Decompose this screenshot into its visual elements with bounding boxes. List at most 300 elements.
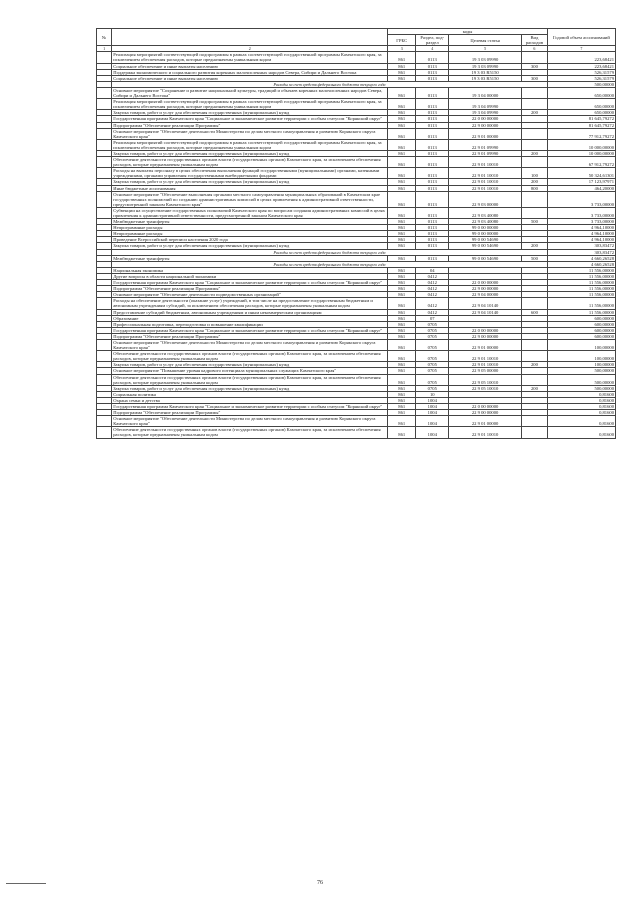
row-grbs: 861 <box>388 327 416 333</box>
row-csr: 19 3 03 09990 <box>449 52 522 63</box>
row-name: Основное мероприятие "Повышение уровня кадрового потенциала муниципальных служащих Камчатского края" <box>112 368 388 374</box>
table-row <box>97 191 616 207</box>
row-sum: 500,00000 <box>547 368 615 374</box>
table-row <box>97 351 616 362</box>
row-razdel: 04 <box>416 267 449 273</box>
row-name: Подпрограмма "Обеспечение реализации Программы" <box>112 410 388 416</box>
row-name: Основное мероприятие "Обеспечение деятельности Министерства по делам местного самоуправления и развитию Корякского округа Камчатского края" <box>112 416 388 427</box>
row-sum: 100,00000 <box>547 351 615 362</box>
row-vid <box>521 128 547 139</box>
row-sum: 3 733,00000 <box>547 207 615 218</box>
row-grbs: 861 <box>388 69 416 75</box>
row-csr: 22 9 00 00000 <box>449 122 522 128</box>
row-razdel: 1004 <box>416 404 449 410</box>
row-razdel: 0113 <box>416 99 449 110</box>
row-razdel: 0705 <box>416 385 449 391</box>
row-grbs: 861 <box>388 116 416 122</box>
row-csr: 22 9 01 00000 <box>449 339 522 350</box>
row-grbs: 861 <box>388 87 416 98</box>
row-grbs: 861 <box>388 309 416 315</box>
row-csr: 22 0 00 00000 <box>449 116 522 122</box>
row-csr: 22 9 01 10010 <box>449 362 522 368</box>
row-csr: 22 9 03 40080 <box>449 207 522 218</box>
row-csr: 22 9 01 10010 <box>449 427 522 438</box>
header-name <box>112 29 388 46</box>
row-csr: 99 0 00 00000 <box>449 231 522 237</box>
row-csr: 22 9 05 10010 <box>449 374 522 385</box>
header-grbs: ГРБС <box>388 35 416 46</box>
row-number <box>97 427 112 438</box>
table-row <box>97 139 616 150</box>
row-vid <box>521 191 547 207</box>
row-razdel: 0412 <box>416 292 449 298</box>
row-vid: 200 <box>521 362 547 368</box>
row-sum: 11 556,00000 <box>547 273 615 279</box>
row-razdel: 1004 <box>416 427 449 438</box>
row-grbs: 861 <box>388 333 416 339</box>
row-name: Межбюджетные трансферты <box>112 255 388 261</box>
row-csr: 22 9 01 10010 <box>449 157 522 168</box>
table-row <box>97 99 616 110</box>
row-razdel: 0113 <box>416 150 449 156</box>
row-razdel: 07 <box>416 315 449 321</box>
row-name: Непрограммные расходы <box>112 231 388 237</box>
row-vid: 500 <box>521 219 547 225</box>
row-name: Охрана семьи и детства <box>112 397 388 403</box>
row-grbs: 861 <box>388 231 416 237</box>
row-number <box>97 351 112 362</box>
table-row <box>97 427 616 438</box>
row-razdel: 0412 <box>416 280 449 286</box>
row-name: Расходы на обеспечение деятельности (оказание услуг) учреждений, в том числе на предоставление государственным бюджетным и автономным учреждениям субсидий, за исключением обеспечения расходов, которые предназначены уникальным кодом <box>112 298 388 309</box>
row-csr: 99 0 00 00000 <box>449 225 522 231</box>
row-sum: 600,00000 <box>547 321 615 327</box>
row-csr: 22 9 00 00000 <box>449 410 522 416</box>
row-razdel: 0113 <box>416 139 449 150</box>
row-csr: 22 9 00 00000 <box>449 333 522 339</box>
row-csr: 22 9 01 10010 <box>449 185 522 191</box>
row-csr: 22 0 00 00000 <box>449 404 522 410</box>
row-sum: 50 324,61301 <box>547 168 615 179</box>
row-csr: 22 9 01 10010 <box>449 168 522 179</box>
row-razdel: 0113 <box>416 116 449 122</box>
row-csr: 22 9 01 09990 <box>449 139 522 150</box>
row-razdel: 1004 <box>416 410 449 416</box>
row-razdel: 0705 <box>416 368 449 374</box>
table-row <box>97 157 616 168</box>
row-sum: 81 645,79272 <box>547 122 615 128</box>
row-name: Поддержка экономического и социального развития коренных малочисленных народов Севера, Сибири и Дальнего Востока <box>112 69 388 75</box>
row-razdel: 0113 <box>416 191 449 207</box>
row-name: Расходы на выплаты персоналу в целях обеспечения выполнения функций государственными (муниципальными) органами, казенными учреждениями, органами управления государственными внебюджетными фондами <box>112 168 388 179</box>
row-csr: 19 3 04 09990 <box>449 110 522 116</box>
row-name: Профессиональная подготовка, переподготовка и повышение квалификации <box>112 321 388 327</box>
row-sum: 600,00000 <box>547 333 615 339</box>
row-number <box>97 207 112 218</box>
page-number: 76 <box>317 880 323 886</box>
row-razdel: 0705 <box>416 339 449 350</box>
row-razdel: 0705 <box>416 374 449 385</box>
row-csr: 22 9 01 10010 <box>449 351 522 362</box>
row-sum: 11 556,00000 <box>547 280 615 286</box>
row-name: Основное мероприятие "Обеспечение деятельности Министерства по делам местного самоуправления и развитию Корякского округа Камчатского края" <box>112 128 388 139</box>
row-grbs: 861 <box>388 243 416 249</box>
row-sum: 526,31579 <box>547 75 615 81</box>
row-sum: 77 912,79272 <box>547 128 615 139</box>
row-name: Другие вопросы в области национальной экономики <box>112 273 388 279</box>
row-vid <box>521 139 547 150</box>
row-vid: 800 <box>521 185 547 191</box>
row-grbs: 861 <box>388 122 416 128</box>
row-csr: 22 0 00 00000 <box>449 327 522 333</box>
row-grbs: 861 <box>388 267 416 273</box>
row-grbs: 861 <box>388 179 416 185</box>
header-codes: коды <box>388 29 548 35</box>
row-razdel: 0412 <box>416 298 449 309</box>
row-vid <box>521 157 547 168</box>
row-razdel: 0113 <box>416 122 449 128</box>
row-razdel: 0705 <box>416 321 449 327</box>
row-vid: 500 <box>521 255 547 261</box>
row-sum: 11 556,00000 <box>547 267 615 273</box>
row-razdel: 0113 <box>416 69 449 75</box>
row-number <box>97 298 112 309</box>
row-sum: 100,00000 <box>547 339 615 350</box>
row-name: Социальная политика <box>112 391 388 397</box>
row-razdel: 0705 <box>416 351 449 362</box>
row-grbs: 861 <box>388 237 416 243</box>
header-vid: Вид расходов <box>521 35 547 46</box>
row-sum: 11 556,00000 <box>547 298 615 309</box>
row-name: Социальное обеспечение и иные выплаты населению <box>112 63 388 69</box>
header-index: 4 <box>416 46 449 52</box>
row-csr: 19 3 03 09990 <box>449 63 522 69</box>
row-grbs: 861 <box>388 99 416 110</box>
header-num: № <box>97 29 112 46</box>
row-grbs: 861 <box>388 110 416 116</box>
table-body <box>97 52 616 438</box>
row-razdel: 0113 <box>416 75 449 81</box>
row-grbs: 861 <box>388 351 416 362</box>
row-csr: 99 0 00 54690 <box>449 255 522 261</box>
row-vid: 200 <box>521 385 547 391</box>
row-razdel: 0412 <box>416 286 449 292</box>
row-vid: 200 <box>521 243 547 249</box>
row-csr: 22 9 01 00000 <box>449 128 522 139</box>
table-row <box>97 416 616 427</box>
row-csr: 19 3 03 R5150 <box>449 75 522 81</box>
row-name: Закупка товаров, работ и услуг для обеспечения государственных (муниципальных) нужд <box>112 362 388 368</box>
row-csr: 99 0 00 54690 <box>449 237 522 243</box>
row-grbs: 861 <box>388 368 416 374</box>
row-sum: 4 964,10000 <box>547 225 615 231</box>
row-sum: 4 660,26528 <box>547 261 615 267</box>
header-index: 3 <box>388 46 416 52</box>
row-name: Подпрограмма "Обеспечение реализации Программы" <box>112 333 388 339</box>
table-row <box>97 87 616 98</box>
row-vid: 300 <box>521 63 547 69</box>
row-razdel: 0113 <box>416 255 449 261</box>
row-sum: 650,00000 <box>547 87 615 98</box>
row-razdel: 0412 <box>416 309 449 315</box>
row-grbs: 861 <box>388 321 416 327</box>
row-razdel: 0113 <box>416 63 449 69</box>
row-csr: 22 9 05 00000 <box>449 368 522 374</box>
table-row <box>97 298 616 309</box>
row-sum: 464,20000 <box>547 185 615 191</box>
row-grbs: 861 <box>388 225 416 231</box>
row-sum: 67 912,79272 <box>547 157 615 168</box>
row-grbs: 861 <box>388 139 416 150</box>
row-csr: 19 3 04 00000 <box>449 87 522 98</box>
row-sum: 303,83472 <box>547 243 615 249</box>
row-name: Реализация мероприятий соответствующей подпрограммы в рамках соответствующей государственной программы Камчатского края, за исключением обеспечения расходов, которые предназначены уникальным кодом <box>112 52 388 63</box>
row-razdel: 0705 <box>416 333 449 339</box>
row-csr: 22 9 04 10140 <box>449 298 522 309</box>
row-name: Иные бюджетные ассигнования <box>112 185 388 191</box>
row-name: Основное мероприятие "Обеспечение деятельности подведомственных организаций" <box>112 292 388 298</box>
row-note: Расходы за счет средств федерального бюджета текущего года <box>112 81 548 87</box>
header-index: 5 <box>449 46 522 52</box>
row-number <box>97 139 112 150</box>
row-csr: 22 9 01 00000 <box>449 416 522 427</box>
table-row <box>97 339 616 350</box>
row-name: Непрограммные расходы <box>112 225 388 231</box>
row-vid <box>521 87 547 98</box>
row-razdel: 0113 <box>416 87 449 98</box>
row-grbs: 861 <box>388 427 416 438</box>
row-name: Закупка товаров, работ и услуг для обеспечения государственных (муниципальных) нужд <box>112 150 388 156</box>
row-name: Государственная программа Камчатского края "Социальное и экономическое развитие территории с особым статусом "Корякский округ" <box>112 327 388 333</box>
row-sum: 500,00000 <box>547 81 615 87</box>
row-sum: 11 556,00000 <box>547 309 615 315</box>
row-csr: 19 3 03 R5150 <box>449 69 522 75</box>
row-vid <box>521 207 547 218</box>
row-name: Государственная программа Камчатского края "Социальное и экономическое развитие территории с особым статусом "Корякский округ" <box>112 404 388 410</box>
row-name: Межбюджетные трансферты <box>112 219 388 225</box>
row-sum: 0,81600 <box>547 427 615 438</box>
row-name: Социальное обеспечение и иные выплаты населению <box>112 75 388 81</box>
row-number <box>97 128 112 139</box>
row-sum: 500,00000 <box>547 385 615 391</box>
row-grbs: 861 <box>388 63 416 69</box>
row-sum: 0,81600 <box>547 404 615 410</box>
row-csr: 22 9 04 10140 <box>449 309 522 315</box>
row-sum: 11 556,00000 <box>547 292 615 298</box>
row-grbs: 861 <box>388 292 416 298</box>
row-sum: 650,00000 <box>547 110 615 116</box>
row-csr: 22 9 01 09990 <box>449 150 522 156</box>
row-razdel: 0113 <box>416 157 449 168</box>
row-sum: 650,00000 <box>547 99 615 110</box>
row-csr: 22 9 00 00000 <box>449 286 522 292</box>
row-vid: 600 <box>521 309 547 315</box>
row-grbs: 861 <box>388 410 416 416</box>
row-name: Подпрограмма "Обеспечение реализации Программы" <box>112 286 388 292</box>
row-vid <box>521 374 547 385</box>
row-note: Расходы за счет средств федерального бюджета текущего года <box>112 249 548 255</box>
row-number <box>97 339 112 350</box>
row-grbs: 861 <box>388 374 416 385</box>
header-razdel: Раздел, под-раздел <box>416 35 449 46</box>
row-csr: 22 9 01 10010 <box>449 179 522 185</box>
row-grbs: 861 <box>388 416 416 427</box>
row-vid: 200 <box>521 179 547 185</box>
row-name: Реализация мероприятий соответствующей подпрограммы в рамках соответствующей государственной программы Камчатского края, за исключением обеспечения расходов, которые предназначены уникальным кодом <box>112 139 388 150</box>
row-sum: 303,83472 <box>547 249 615 255</box>
row-razdel: 0113 <box>416 168 449 179</box>
row-csr: 22 9 03 00000 <box>449 191 522 207</box>
row-name: Обеспечение деятельности государственных органов власти (государственных органов) Камчатского края, за исключением обеспечения расходов, которые предназначены уникальным кодом <box>112 374 388 385</box>
row-razdel: 1004 <box>416 397 449 403</box>
row-sum: 4 964,10000 <box>547 237 615 243</box>
row-sum: 0,81600 <box>547 397 615 403</box>
row-name: Реализация мероприятий соответствующей подпрограммы в рамках соответствующей государственной программы Камчатского края, за исключением обеспечения расходов, которые предназначены уникальным кодом <box>112 99 388 110</box>
table-row <box>97 128 616 139</box>
row-name: Государственная программа Камчатского края "Социальное и экономическое развитие территории с особым статусом "Корякский округ" <box>112 280 388 286</box>
table-row <box>97 52 616 63</box>
row-grbs: 861 <box>388 52 416 63</box>
row-sum: 100,00000 <box>547 362 615 368</box>
row-sum: 500,00000 <box>547 374 615 385</box>
row-name: Закупка товаров, работ и услуг для обеспечения государственных (муниципальных) нужд <box>112 110 388 116</box>
row-razdel: 0113 <box>416 243 449 249</box>
row-vid <box>521 351 547 362</box>
row-number <box>97 191 112 207</box>
row-name: Государственная программа Камчатского края "Социальное и экономическое развитие территории с особым статусом "Корякский округ" <box>112 116 388 122</box>
header-sum: Годовой объем ассигнований <box>547 29 615 46</box>
header-index: 1 <box>97 46 112 52</box>
row-grbs: 861 <box>388 219 416 225</box>
row-sum: 10 000,00000 <box>547 139 615 150</box>
row-grbs: 861 <box>388 207 416 218</box>
row-sum: 223,68421 <box>547 63 615 69</box>
budget-table <box>96 28 616 439</box>
header-csr: Целевая статья <box>449 35 522 46</box>
row-name: Проведение Всероссийской переписи населения 2020 года <box>112 237 388 243</box>
row-name: Закупка товаров, работ и услуг для обеспечения государственных (муниципальных) нужд <box>112 385 388 391</box>
row-number <box>97 157 112 168</box>
row-grbs: 861 <box>388 273 416 279</box>
row-sum: 223,68421 <box>547 52 615 63</box>
row-sum: 81 645,79272 <box>547 116 615 122</box>
row-grbs: 861 <box>388 185 416 191</box>
row-razdel: 0113 <box>416 110 449 116</box>
row-sum: 0,81600 <box>547 416 615 427</box>
row-sum: 17 123,97971 <box>547 179 615 185</box>
row-vid <box>521 427 547 438</box>
row-number <box>97 87 112 98</box>
row-grbs: 861 <box>388 404 416 410</box>
row-grbs: 861 <box>388 191 416 207</box>
row-number <box>97 99 112 110</box>
row-sum: 0,81600 <box>547 391 615 397</box>
row-csr: 19 3 04 09990 <box>449 99 522 110</box>
row-grbs: 861 <box>388 75 416 81</box>
table-row <box>97 374 616 385</box>
row-name: Подпрограмма "Обеспечение реализации Программы" <box>112 122 388 128</box>
row-razdel: 0113 <box>416 128 449 139</box>
row-sum: 600,00000 <box>547 315 615 321</box>
row-sum: 0,81600 <box>547 410 615 416</box>
row-vid <box>521 416 547 427</box>
row-name: Предоставление субсидий бюджетным, автономным учреждениям и иным некоммерческим организациям <box>112 309 388 315</box>
row-name: Обеспечение деятельности государственных органов власти (государственных органов) Камчатского края, за исключением обеспечения расходов, которые предназначены уникальным кодом <box>112 427 388 438</box>
row-number <box>97 416 112 427</box>
table-row <box>97 168 616 179</box>
row-grbs: 861 <box>388 280 416 286</box>
row-grbs: 861 <box>388 255 416 261</box>
row-razdel: 0705 <box>416 327 449 333</box>
row-razdel: 0412 <box>416 273 449 279</box>
row-razdel: 0113 <box>416 179 449 185</box>
row-razdel: 0705 <box>416 362 449 368</box>
row-razdel: 0113 <box>416 231 449 237</box>
row-vid <box>521 52 547 63</box>
row-sum: 4 964,10000 <box>547 231 615 237</box>
row-name: Обеспечение деятельности государственных органов власти (государственных органов) Камчатского края, за исключением обеспечения расходов, которые предназначены уникальным кодом <box>112 351 388 362</box>
row-note: Расходы за счет средств федерального бюджета текущего года <box>112 261 548 267</box>
row-sum: 11 556,00000 <box>547 286 615 292</box>
row-grbs: 861 <box>388 391 416 397</box>
row-razdel: 1004 <box>416 416 449 427</box>
row-razdel: 0113 <box>416 207 449 218</box>
row-grbs: 861 <box>388 298 416 309</box>
row-razdel: 0113 <box>416 225 449 231</box>
row-sum: 600,00000 <box>547 327 615 333</box>
header-index: 6 <box>521 46 547 52</box>
row-razdel: 10 <box>416 391 449 397</box>
row-grbs: 861 <box>388 157 416 168</box>
row-vid: 300 <box>521 75 547 81</box>
row-grbs: 861 <box>388 286 416 292</box>
row-name: Национальная экономика <box>112 267 388 273</box>
row-grbs: 861 <box>388 128 416 139</box>
row-grbs: 861 <box>388 397 416 403</box>
row-name: Субвенции на осуществление государственных полномочий Камчатского края по вопросам создания административных комиссий в целях привлечения к административной ответственности, предусмотренной законом Камчатского края <box>112 207 388 218</box>
row-csr: 22 0 00 00000 <box>449 280 522 286</box>
row-name: Закупка товаров, работ и услуг для обеспечения государственных (муниципальных) нужд <box>112 179 388 185</box>
row-vid <box>521 339 547 350</box>
row-vid <box>521 99 547 110</box>
row-grbs: 861 <box>388 385 416 391</box>
row-name: Закупка товаров, работ и услуг для обеспечения государственных (муниципальных) нужд <box>112 243 388 249</box>
row-sum: 10 000,00000 <box>547 150 615 156</box>
row-grbs: 861 <box>388 150 416 156</box>
row-number <box>97 168 112 179</box>
row-vid: 200 <box>521 110 547 116</box>
row-name: Основное мероприятие "Сохранение и развитие национальной культуры, традиций и обычаев коренных малочисленных народов Севера, Сибири и Дальнего Востока" <box>112 87 388 98</box>
row-vid <box>521 298 547 309</box>
footer-rule <box>6 883 46 884</box>
row-sum: 4 660,26528 <box>547 255 615 261</box>
row-name: Обеспечение деятельности государственных органов власти (государственных органов) Камчатского края, за исключением обеспечения расходов, которые предназначены уникальным кодом <box>112 157 388 168</box>
row-csr: 22 9 03 40080 <box>449 219 522 225</box>
row-csr: 99 0 00 54690 <box>449 243 522 249</box>
row-number <box>97 374 112 385</box>
row-grbs: 861 <box>388 168 416 179</box>
row-grbs: 861 <box>388 315 416 321</box>
row-number <box>97 52 112 63</box>
row-sum: 3 733,00000 <box>547 191 615 207</box>
header-index: 7 <box>547 46 615 52</box>
row-sum: 3 733,00000 <box>547 219 615 225</box>
row-csr: 22 9 04 00000 <box>449 292 522 298</box>
row-vid: 200 <box>521 150 547 156</box>
header-index: 2 <box>112 46 388 52</box>
row-vid: 100 <box>521 168 547 179</box>
row-sum: 526,31579 <box>547 69 615 75</box>
